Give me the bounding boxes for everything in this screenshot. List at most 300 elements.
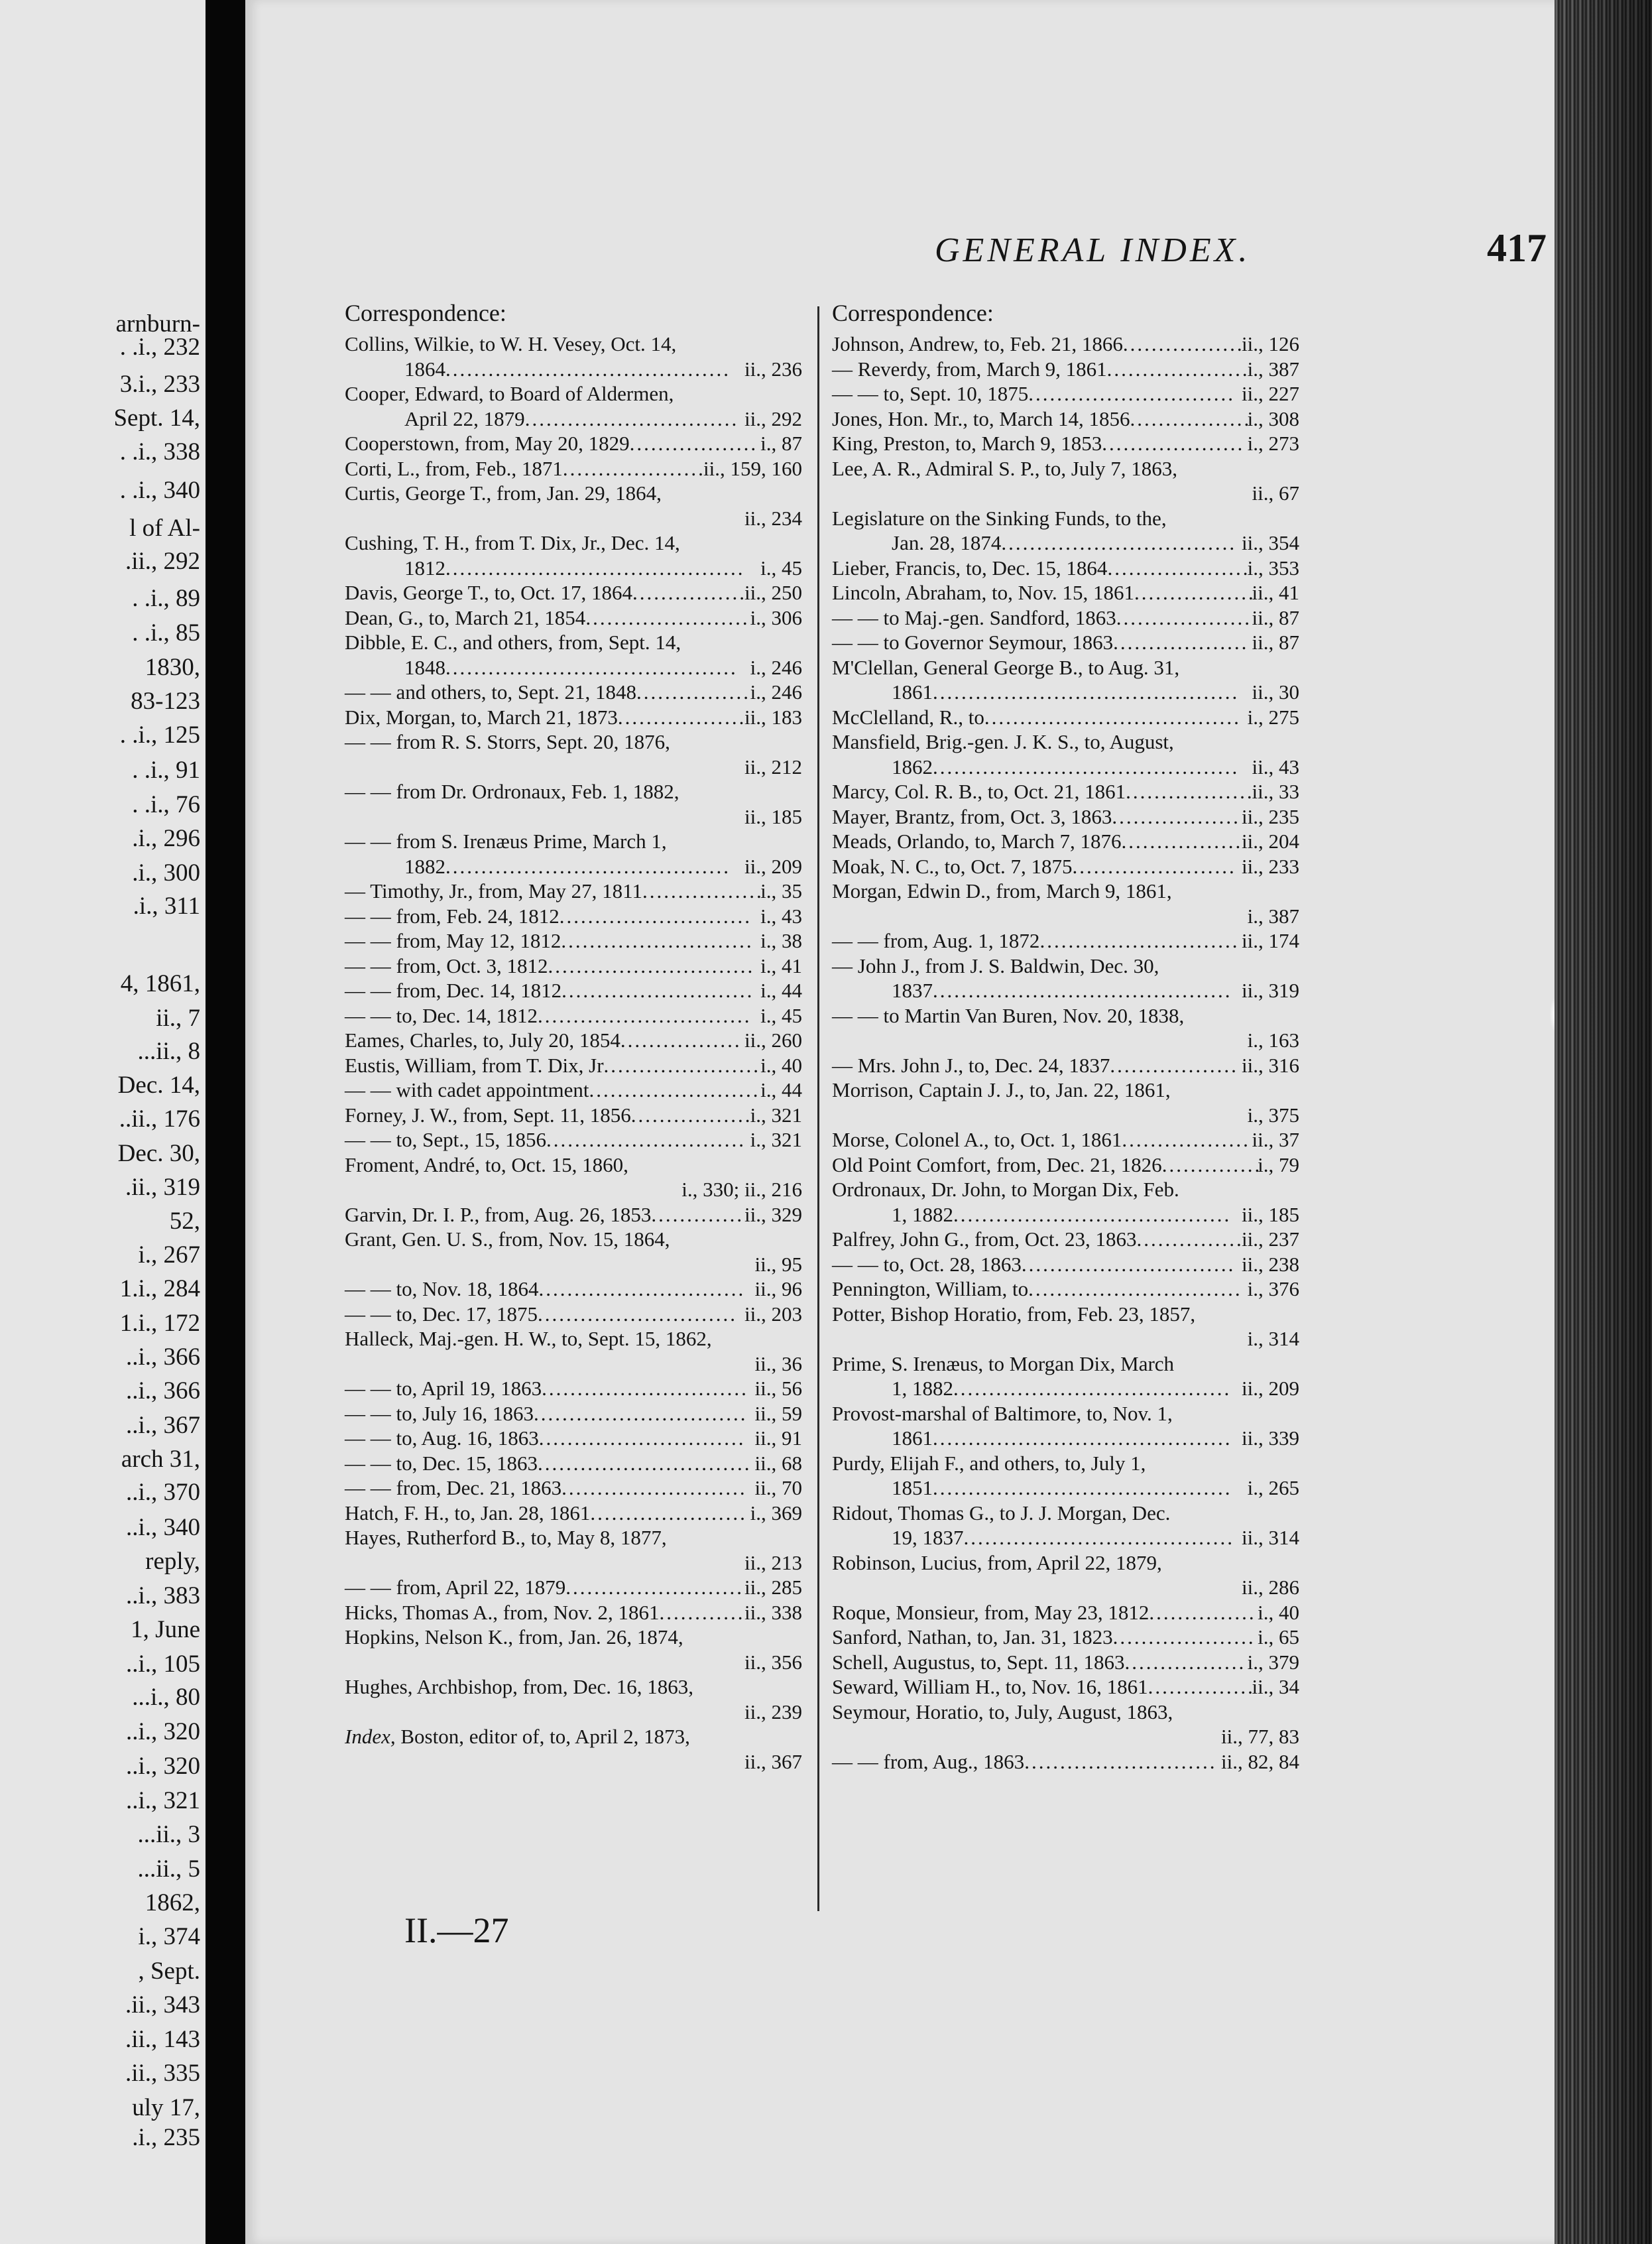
page-reference: ii., 30 (1252, 680, 1299, 704)
facing-page-text: 52, (169, 1208, 200, 1235)
entry-continuation (852, 755, 1299, 780)
entry-date: 1837 (892, 979, 933, 1002)
page-reference: i., 45 (760, 556, 802, 580)
leader-dots: ............................ (1039, 929, 1240, 952)
index-entry (832, 456, 1299, 506)
entry-text: — — from, Dec. 21, 1863.......................... (345, 1476, 747, 1499)
entry-text: Johnson, Andrew, to, Feb. 21, 1866................. (832, 332, 1244, 355)
index-column-right (832, 298, 1299, 1774)
leader-dots: .......................................... (933, 1476, 1232, 1499)
entry-text: Ridout, Thomas G., to J. J. Morgan, Dec. (832, 1501, 1171, 1525)
index-entry (832, 1625, 1299, 1650)
page-reference: ii., 233 (1242, 854, 1299, 878)
page-reference: ii., 43 (1252, 755, 1299, 779)
index-entry (345, 1625, 802, 1674)
entry-text: McClelland, R., to.................................... (832, 705, 1241, 729)
leader-dots: .............. (1161, 1153, 1262, 1176)
facing-page-text: ii., 7 (156, 1005, 200, 1032)
index-entry (832, 556, 1299, 581)
page-reference: ii., 68 (754, 1451, 802, 1475)
entry-text: Schell, Augustus, to, Sept. 11, 1863................. (832, 1650, 1246, 1674)
page-reference: ii., 59 (754, 1401, 802, 1425)
index-entry (345, 779, 802, 829)
index-entry (832, 829, 1299, 854)
page-reference: i., 387 (1247, 357, 1299, 381)
index-entry (345, 431, 802, 456)
index-entry (832, 779, 1299, 804)
entry-text: Forney, J. W., from, Sept. 11, 1856................. (345, 1103, 752, 1127)
index-entry (832, 332, 1299, 357)
page-reference: ii., 235 (1242, 804, 1299, 828)
index-entry (832, 1227, 1299, 1252)
page-reference: i., 65 (1258, 1625, 1299, 1649)
page-reference: ii., 213 (744, 1550, 802, 1574)
index-entry (832, 1153, 1299, 1178)
page-reference: ii., 36 (754, 1351, 802, 1375)
leader-dots: ....................... (585, 605, 750, 629)
facing-page-text: ..i., 320 (125, 1753, 200, 1780)
entry-text: Curtis, George T., from, Jan. 29, 1864, (345, 481, 662, 505)
entry-text: Seward, William H., to, Nov. 16, 1861............... (832, 1675, 1255, 1698)
entry-continuation (852, 1202, 1299, 1227)
leader-dots: .................. (1122, 1128, 1250, 1151)
entry-text: Old Point Comfort, from, Dec. 21, 1826.............. (832, 1153, 1262, 1176)
facing-page-text: .ii., 319 (125, 1174, 200, 1201)
leader-dots: .................... (1107, 556, 1250, 580)
facing-page-text: Dec. 30, (117, 1140, 200, 1167)
entry-text: — — from, Aug., 1863........................... (832, 1749, 1217, 1773)
page-reference: ii., 212 (744, 755, 802, 779)
entry-continuation (852, 1475, 1299, 1501)
leader-dots: ................ (632, 581, 746, 604)
index-entry (345, 1053, 802, 1078)
leader-dots: ...................... (590, 1501, 747, 1525)
leader-dots: .......................................... (933, 1426, 1232, 1450)
page-reference: ii., 250 (744, 581, 802, 604)
index-entry (832, 1700, 1299, 1749)
leader-dots: ............ (659, 1600, 745, 1624)
leader-dots: ......................... (565, 1576, 744, 1599)
entry-date: 1861 (892, 680, 933, 704)
facing-page-text: ..i., 320 (125, 1718, 200, 1745)
page-reference: ii., 185 (744, 804, 802, 828)
leader-dots: ............... (1136, 1227, 1244, 1251)
facing-page-text: 3.i., 233 (119, 371, 200, 398)
entry-date: 19, 1837 (892, 1526, 964, 1549)
page-reference: i., 273 (1247, 432, 1299, 455)
leader-dots: ............................. (542, 1377, 748, 1400)
leader-dots: ........................................ (445, 357, 731, 381)
page-reference: ii., 174 (1242, 929, 1299, 952)
page-reference: ii., 236 (744, 357, 802, 381)
page-number: 417 (1487, 226, 1547, 270)
entry-text: M'Clellan, General George B., to Aug. 31, (832, 655, 1180, 679)
entry-text: Mayer, Brantz, from, Oct. 3, 1863.................. (832, 804, 1240, 828)
index-entry (832, 357, 1299, 382)
facing-page-text: i., 374 (138, 1923, 200, 1950)
index-entry (345, 729, 802, 779)
page-reference: ii., 286 (1242, 1576, 1299, 1599)
entry-continuation (365, 854, 802, 879)
entry-text: — — to, July 16, 1863.............................. (345, 1401, 748, 1425)
index-entry (832, 381, 1299, 406)
entry-text: Hughes, Archbishop, from, Dec. 16, 1863, (345, 1675, 694, 1698)
entry-text: Garvin, Dr. I. P., from, Aug. 26, 1853............. (345, 1202, 744, 1226)
page-reference: i., 379 (1247, 1650, 1299, 1674)
page-reference: ii., 37 (1252, 1128, 1299, 1151)
entry-text: — — from, Oct. 3, 1812............................. (345, 954, 755, 977)
page-reference: i., 321 (750, 1103, 802, 1127)
page-edges (1555, 0, 1652, 2244)
index-entry (345, 1426, 802, 1451)
entry-text: — — to, Sept. 10, 1875............................. (832, 382, 1235, 405)
entry-text: Eames, Charles, to, July 20, 1854................. (345, 1028, 742, 1052)
entry-text: Ordronaux, Dr. John, to Morgan Dix, Feb. (832, 1178, 1179, 1201)
leader-dots: ........................ (589, 1078, 760, 1101)
entry-text: Lieber, Francis, to, Dec. 15, 1864.................... (832, 556, 1250, 580)
index-entry (832, 605, 1299, 631)
column-heading: Correspondence: (345, 300, 506, 326)
index-entry (345, 1227, 802, 1277)
index-entry (345, 1401, 802, 1426)
leader-dots: .............................. (538, 1003, 752, 1027)
index-entry (832, 1600, 1299, 1625)
index-entry (832, 729, 1299, 779)
entry-text: Halleck, Maj.-gen. H. W., to, Sept. 15, 1862, (345, 1327, 712, 1350)
page-reference: i., 41 (760, 954, 802, 977)
entry-text: Morrison, Captain J. J., to, Jan. 22, 1861, (832, 1078, 1171, 1101)
leader-dots: ........................... (1024, 1749, 1217, 1773)
page-reference: ii., 95 (754, 1252, 802, 1276)
page-reference: i., 387 (1247, 904, 1299, 928)
index-entry (832, 431, 1299, 456)
index-entry (832, 1650, 1299, 1675)
page-reference: ii., 67 (1252, 481, 1299, 505)
facing-page-text: Dec. 14, (117, 1072, 200, 1099)
facing-page-text: . .i., 76 (132, 791, 200, 818)
entry-text: — — to, Sept., 15, 1856............................ (345, 1128, 746, 1151)
index-entry (832, 1003, 1299, 1053)
entry-text: — — from, April 22, 1879......................... (345, 1576, 744, 1599)
entry-text: Hayes, Rutherford B., to, May 8, 1877, (345, 1526, 667, 1549)
entry-text: Palfrey, John G., from, Oct. 23, 1863............... (832, 1227, 1244, 1251)
entry-continuation (852, 1426, 1299, 1451)
index-entry (832, 655, 1299, 705)
leader-dots: ................ (636, 680, 750, 704)
entry-text: King, Preston, to, March 9, 1853.................... (832, 432, 1245, 455)
index-entry (345, 928, 802, 954)
column-heading: Correspondence: (832, 300, 994, 326)
page-reference: i., 79 (1258, 1153, 1299, 1176)
entry-text: Jones, Hon. Mr., to, March 14, 1856................. (832, 406, 1252, 430)
index-entry (345, 1376, 802, 1401)
facing-page-text: ...i., 80 (132, 1684, 200, 1711)
facing-page-text: . .i., 91 (132, 757, 200, 784)
leader-dots: .................. (1126, 780, 1254, 803)
entry-text: — — to, April 19, 1863............................. (345, 1377, 748, 1400)
facing-page-text: . .i., 85 (132, 619, 200, 647)
page-reference: ii., 87 (1252, 605, 1299, 629)
index-entry (345, 1724, 802, 1774)
entry-continuation (852, 1376, 1299, 1401)
entry-text: Roque, Monsieur, from, May 23, 1812............... (832, 1600, 1256, 1624)
page-reference: ii., 356 (744, 1650, 802, 1674)
facing-page-text: .i., 311 (133, 893, 200, 920)
leader-dots: ................. (620, 1028, 742, 1052)
leader-dots: ................. (630, 1103, 752, 1127)
facing-page-text: ...ii., 8 (137, 1038, 200, 1065)
leader-dots: ...................... (603, 1053, 761, 1077)
entry-continuation (852, 530, 1299, 556)
entry-text: — Reverdy, from, March 9, 1861.................... (832, 357, 1250, 381)
index-entry (345, 1003, 802, 1028)
entry-text: Dean, G., to, March 21, 1854....................... (345, 605, 750, 629)
entry-date: April 22, 1879 (404, 406, 525, 430)
entry-text: — — to Martin Van Buren, Nov. 20, 1838, (832, 1003, 1185, 1027)
facing-page-text: . .i., 340 (119, 477, 200, 504)
page-reference: ii., 204 (1242, 830, 1299, 853)
facing-page-text: i., 267 (138, 1241, 200, 1269)
page-reference: ii., 367 (744, 1749, 802, 1773)
entry-text: Morgan, Edwin D., from, March 9, 1861, (832, 879, 1172, 903)
index-column-left (345, 298, 802, 1774)
page-reference: ii., 183 (744, 705, 802, 729)
facing-page-text: uly 17, (132, 2094, 200, 2121)
entry-text: — — to, Nov. 18, 1864............................. (345, 1277, 746, 1300)
index-entry (832, 1277, 1299, 1302)
entry-text: Legislature on the Sinking Funds, to the, (832, 506, 1167, 530)
page-reference: i., 35 (760, 879, 802, 903)
entry-text: — — to, Aug. 16, 1863............................. (345, 1426, 746, 1450)
leader-dots: ............... (1148, 1675, 1255, 1698)
facing-page-text: ..i., 105 (125, 1651, 200, 1678)
index-entry (345, 1202, 802, 1227)
index-entry (832, 1078, 1299, 1127)
entry-text: — Mrs. John J., to, Dec. 24, 1837.................. (832, 1053, 1238, 1077)
leader-dots: ....................... (1072, 854, 1236, 878)
entry-date: 1, 1882 (892, 1377, 953, 1400)
entry-text: — — from, Dec. 14, 1812........................... (345, 979, 754, 1002)
page-reference: ii., 238 (1242, 1252, 1299, 1276)
page-reference: i., 308 (1247, 406, 1299, 430)
entry-text (345, 1725, 690, 1748)
entry-text: Potter, Bishop Horatio, from, Feb. 23, 1857, (832, 1302, 1196, 1326)
page-reference: ii., 34 (1252, 1675, 1299, 1698)
leader-dots: .................. (629, 432, 758, 455)
entry-text: — John J., from J. S. Baldwin, Dec. 30, (832, 954, 1159, 977)
entry-text: Hatch, F. H., to, Jan. 28, 1861...................... (345, 1501, 747, 1525)
index-entry (345, 332, 802, 381)
page-reference: ii., 319 (1242, 979, 1299, 1002)
index-entry (345, 1674, 802, 1724)
entry-text: Hopkins, Nelson K., from, Jan. 26, 1874, (345, 1625, 683, 1649)
page-reference: ii., 159, 160 (703, 456, 802, 480)
index-entry (832, 1177, 1299, 1227)
index-entry (832, 1674, 1299, 1700)
leader-dots: ...................................... (963, 1526, 1234, 1549)
index-entry (345, 1575, 802, 1600)
entry-text: Corti, L., from, Feb., 1871.................... (345, 456, 705, 480)
entry-text: — Timothy, Jr., from, May 27, 1811................. (345, 879, 764, 903)
facing-page-text: ...ii., 3 (137, 1821, 200, 1848)
index-entry (832, 1550, 1299, 1600)
page-reference: ii., 33 (1252, 780, 1299, 803)
entry-continuation (365, 655, 802, 680)
entry-continuation (852, 978, 1299, 1003)
leader-dots: .................... (1112, 1625, 1256, 1649)
page-reference: i., 163 (1247, 1028, 1299, 1052)
leader-dots: ................. (1134, 581, 1256, 604)
page-reference: i., 375 (1247, 1103, 1299, 1127)
entry-continuation (852, 1525, 1299, 1550)
entry-text: — — to, Dec. 15, 1863.............................. (345, 1451, 752, 1475)
page-reference: ii., 82, 84 (1221, 1749, 1299, 1773)
entry-text: Dibble, E. C., and others, from, Sept. 14, (345, 631, 681, 654)
entry-text: Davis, George T., to, Oct. 17, 1864................ (345, 581, 746, 604)
page-reference: ii., 126 (1242, 332, 1299, 355)
entry-text: — — with cadet appointment........................ (345, 1078, 760, 1101)
page-reference: i., 87 (760, 432, 802, 455)
index-entry (345, 381, 802, 431)
entry-text: Moak, N. C., to, Oct. 7, 1875....................... (832, 854, 1236, 878)
leader-dots: ........................................... (933, 755, 1240, 779)
facing-page-text: ..i., 366 (125, 1377, 200, 1404)
facing-page-text: 1.i., 172 (119, 1310, 200, 1337)
entry-date: 1848 (404, 655, 445, 679)
index-entry (832, 1053, 1299, 1078)
index-entry (345, 1153, 802, 1202)
entry-text: Collins, Wilkie, to W. H. Vesey, Oct. 14, (345, 332, 677, 355)
entry-text: Grant, Gen. U. S., from, Nov. 15, 1864, (345, 1227, 670, 1251)
entry-text: — — to Maj.-gen. Sandford, 1863................... (832, 605, 1252, 629)
facing-page-text: arnburn- (115, 310, 200, 338)
leader-dots: ............................. (538, 1426, 746, 1450)
facing-page-text: .i., 235 (132, 2124, 200, 2151)
page-reference: ii., 56 (754, 1377, 802, 1400)
facing-page-text: . .i., 338 (119, 438, 200, 466)
index-entry (832, 506, 1299, 556)
page-reference: ii., 203 (744, 1302, 802, 1326)
index-entry (832, 580, 1299, 605)
leader-dots: .............................. (524, 406, 739, 430)
facing-page-text: ..i., 383 (125, 1582, 200, 1609)
leader-dots: ........................................ (445, 854, 731, 878)
index-entry (832, 1749, 1299, 1775)
index-entry (345, 705, 802, 730)
facing-page-text: . .i., 89 (132, 585, 200, 612)
index-entry (345, 1475, 802, 1501)
leader-dots: .................... (1102, 432, 1245, 455)
leader-dots: .................. (1110, 1053, 1238, 1077)
page-reference: ii., 70 (754, 1476, 802, 1499)
leader-dots: ............................. (548, 954, 755, 977)
page-reference: ii., 329 (744, 1202, 802, 1226)
index-entry (832, 879, 1299, 928)
facing-page-text: ...ii., 5 (137, 1855, 200, 1883)
page-reference: i., 353 (1247, 556, 1299, 580)
page-reference: ii., 209 (744, 854, 802, 878)
running-head: GENERAL INDEX. (935, 231, 1251, 269)
entry-text: — — from, May 12, 1812........................... (345, 929, 754, 952)
entry-date: 1812 (404, 556, 445, 580)
page-reference: i., 44 (760, 1078, 802, 1101)
facing-page-text: .i., 296 (132, 825, 200, 852)
entry-date: 1862 (892, 755, 933, 779)
leader-dots: .............................. (538, 1451, 752, 1475)
page-reference: ii., 41 (1252, 581, 1299, 604)
facing-page-text: ..i., 367 (125, 1412, 200, 1439)
entry-text: Cushing, T. H., from T. Dix, Jr., Dec. 14, (345, 531, 680, 554)
entry-text: Eustis, William, from T. Dix, Jr...................... (345, 1053, 761, 1077)
page-reference: ii., 87 (1252, 631, 1299, 654)
index-entry (345, 1326, 802, 1376)
index-entry (832, 1252, 1299, 1277)
leader-dots: ............. (651, 1202, 744, 1226)
facing-page-text: ..ii., 176 (119, 1105, 200, 1133)
index-entry (832, 1451, 1299, 1501)
facing-page-text: .ii., 335 (125, 2060, 200, 2087)
leader-dots: ................. (1121, 830, 1243, 853)
leader-dots: .......................... (561, 1476, 747, 1499)
index-entry (345, 1302, 802, 1327)
index-entry (832, 954, 1299, 1003)
leader-dots: ............................ (546, 1128, 746, 1151)
page-reference: ii., 260 (744, 1028, 802, 1052)
entry-continuation (852, 680, 1299, 705)
index-entry (832, 854, 1299, 879)
leader-dots: ....................................... (953, 1202, 1232, 1226)
facing-page-text: 1862, (145, 1889, 200, 1916)
page-reference: ii., 339 (1242, 1426, 1299, 1450)
page-reference: ii., 354 (1242, 531, 1299, 554)
leader-dots: .................. (1112, 804, 1240, 828)
leader-dots: ......................................... (445, 655, 738, 679)
facing-page-text: Sept. 14, (113, 405, 200, 432)
index-entry (832, 705, 1299, 730)
leader-dots: .................................... (984, 705, 1241, 729)
leader-dots: ............................ (538, 1302, 738, 1326)
index-entry (345, 1103, 802, 1128)
page-reference: i., 246 (750, 680, 802, 704)
entry-text: — — to, Oct. 28, 1863.............................. (832, 1252, 1236, 1276)
leader-dots: .................... (562, 456, 705, 480)
leader-dots: ........................................... (933, 680, 1240, 704)
facing-page-text: , Sept. (138, 1958, 200, 1985)
entry-text: — — to Governor Seymour, 1863................... (832, 631, 1249, 654)
entry-date: 1882 (404, 854, 445, 878)
index-entry (345, 605, 802, 631)
leader-dots: ................. (642, 879, 764, 903)
entry-text: — — from Dr. Ordronaux, Feb. 1, 1882, (345, 780, 679, 803)
facing-page-text: 83-123 (131, 688, 200, 715)
index-entry (345, 829, 802, 879)
index-entry (832, 1127, 1299, 1153)
facing-page-text: . .i., 232 (119, 334, 200, 361)
entry-date: Jan. 28, 1874 (892, 531, 1002, 554)
facing-page-text: 4, 1861, (120, 970, 200, 997)
page-reference: ii., 209 (1242, 1377, 1299, 1400)
page-reference: i., 246 (750, 655, 802, 679)
facing-page-text: 1.i., 284 (119, 1275, 200, 1302)
facing-page-text: arch 31, (121, 1446, 200, 1473)
index-entry (345, 954, 802, 979)
index-entry (345, 1028, 802, 1053)
leader-dots: .............................. (534, 1401, 748, 1425)
index-entry (832, 1302, 1299, 1351)
entry-continuation (365, 556, 802, 581)
index-entry (345, 879, 802, 904)
index-entry (345, 481, 802, 530)
